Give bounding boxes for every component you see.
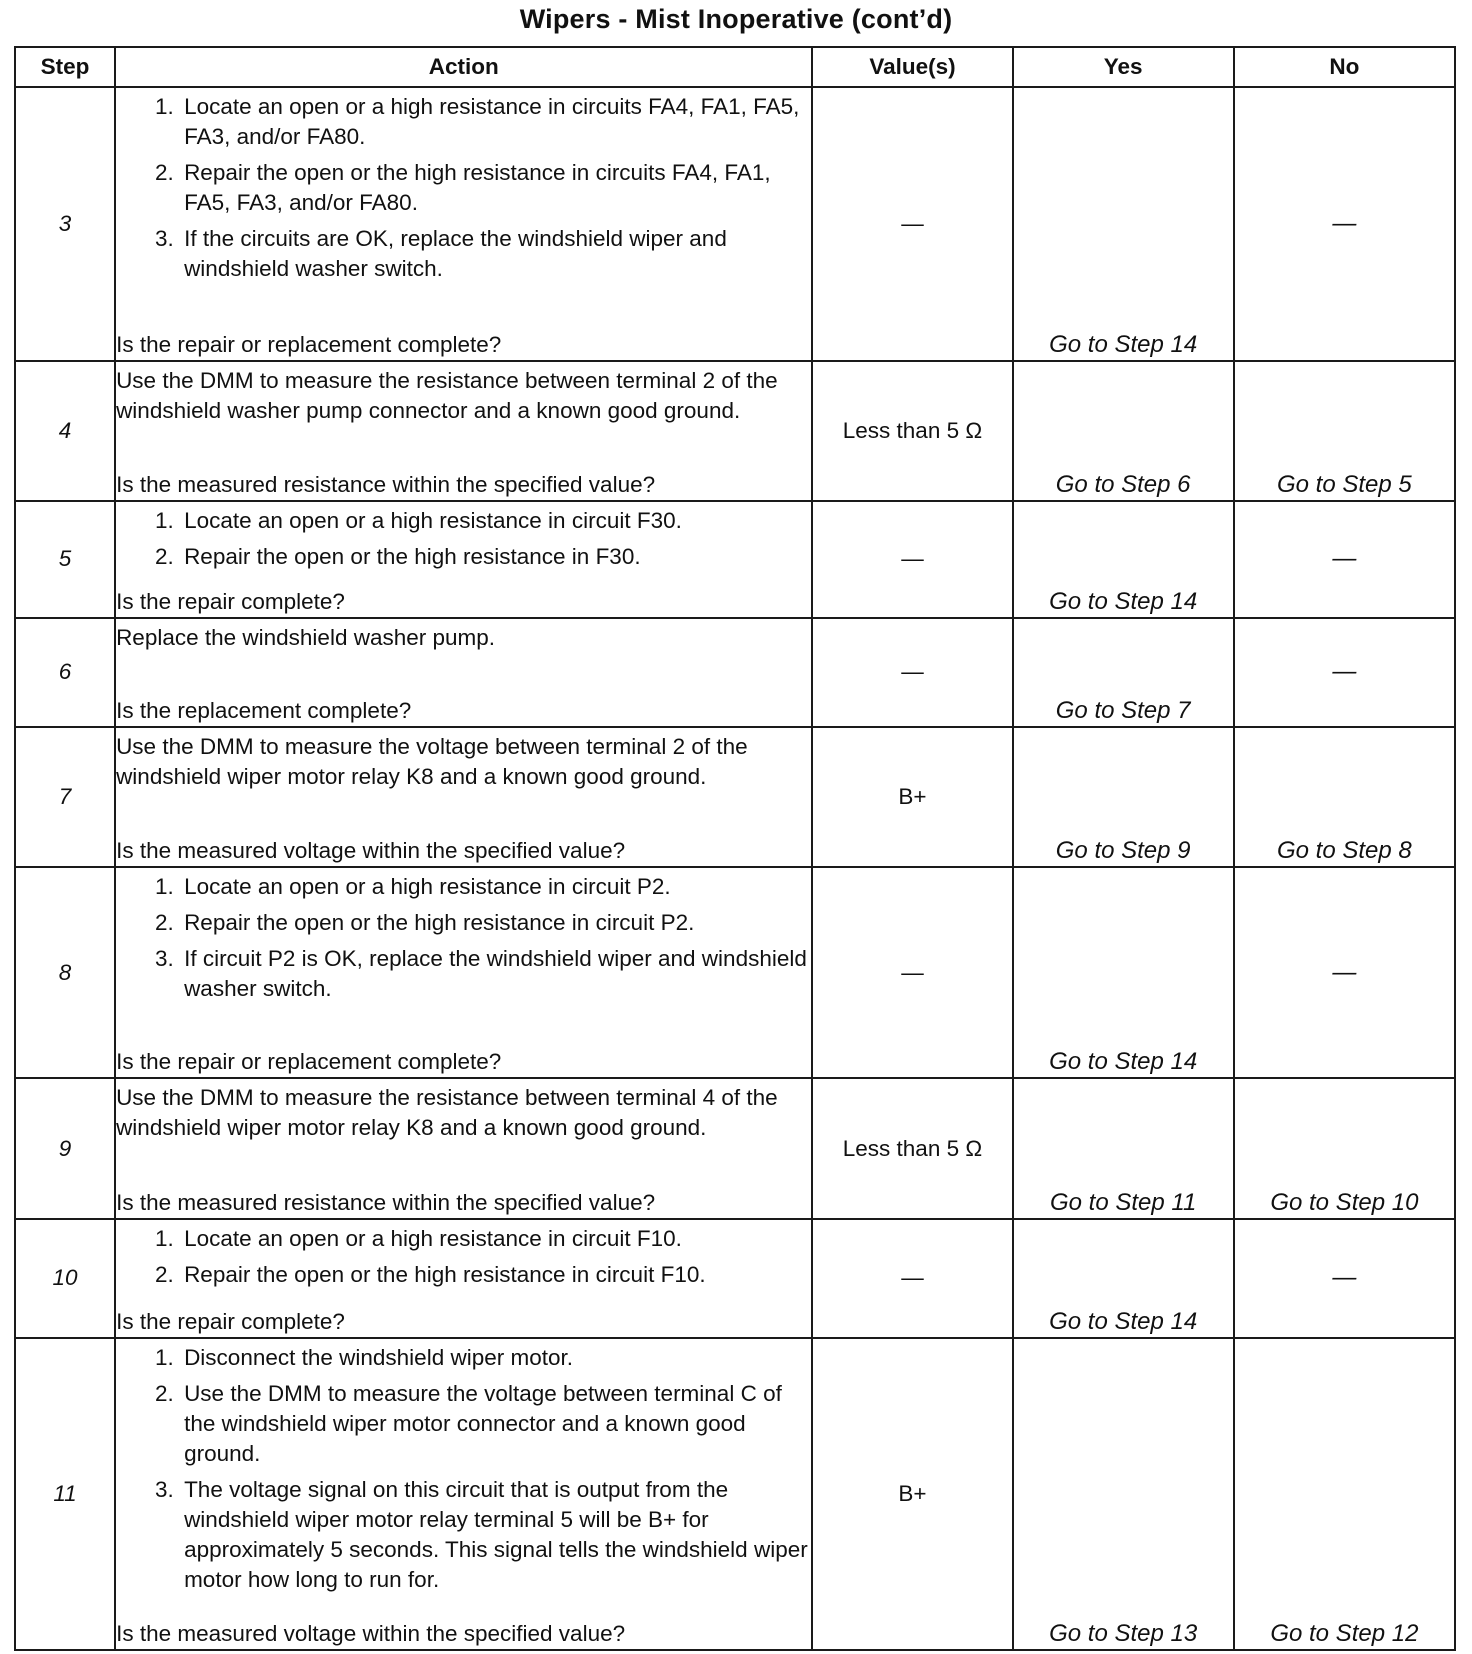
action-step: 1. Locate an open or a high resistance in circuit F30. [180, 506, 811, 536]
yes-cell: Go to Step 14 [1013, 867, 1234, 1078]
yes-cell: Go to Step 13 [1013, 1338, 1234, 1650]
value-cell: — [812, 1219, 1012, 1338]
yes-cell: Go to Step 9 [1013, 727, 1234, 867]
action-step: 3. If the circuits are OK, replace the windshield wiper and windshield washer switch. [180, 224, 811, 284]
yes-cell: Go to Step 11 [1013, 1078, 1234, 1218]
value-cell: Less than 5 Ω [812, 1078, 1012, 1218]
no-cell: Go to Step 12 [1234, 1338, 1455, 1650]
action-cell [115, 1078, 812, 1218]
page-title: Wipers - Mist Inoperative (cont’d) [519, 4, 953, 34]
action-steps [116, 1220, 811, 1296]
action-steps [116, 88, 811, 290]
yes-cell: Go to Step 7 [1013, 618, 1234, 727]
header-yes: Yes [1013, 47, 1234, 87]
step-number: 5 [15, 501, 115, 618]
step-number: 9 [15, 1078, 115, 1218]
value-cell: — [812, 501, 1012, 618]
value-cell: Less than 5 Ω [812, 361, 1012, 500]
action-step: 1. Locate an open or a high resistance in circuits FA4, FA1, FA5, FA3, and/or FA80. [180, 92, 811, 152]
yes-cell: Go to Step 14 [1013, 87, 1234, 361]
no-cell: — [1234, 501, 1455, 618]
action-cell [115, 87, 812, 361]
step-number: 10 [15, 1219, 115, 1338]
action-steps [116, 1339, 811, 1601]
action-cell [115, 361, 812, 500]
table-row [15, 1338, 1455, 1650]
diagnostic-table [14, 46, 1456, 1651]
action-cell [115, 727, 812, 867]
action-text: Use the DMM to measure the resistance between terminal 4 of the windshield wiper motor relay K8 and a known good ground. [116, 1085, 778, 1141]
action-cell [115, 867, 812, 1078]
step-number: 4 [15, 361, 115, 500]
no-cell: — [1234, 1219, 1455, 1338]
action-question: Is the replacement complete? [116, 697, 412, 723]
table-row [15, 361, 1455, 500]
yes-cell: Go to Step 14 [1013, 1219, 1234, 1338]
header-no: No [1234, 47, 1455, 87]
action-step: 3. The voltage signal on this circuit that is output from the windshield wiper motor relay terminal 5 will be B+ for approximately 5 seconds. This signal tells the windshield wiper motor how long to run for. [180, 1475, 811, 1595]
action-cell [115, 618, 812, 727]
no-cell: — [1234, 87, 1455, 361]
step-number: 11 [15, 1338, 115, 1650]
value-cell: — [812, 618, 1012, 727]
action-step: 1. Disconnect the windshield wiper motor. [180, 1343, 811, 1373]
table-row [15, 618, 1455, 727]
action-cell [115, 1338, 812, 1650]
action-question: Is the repair complete? [116, 588, 345, 614]
table-row [15, 1219, 1455, 1338]
no-cell: Go to Step 10 [1234, 1078, 1455, 1218]
action-question: Is the repair or replacement complete? [116, 1049, 502, 1075]
value-cell: — [812, 87, 1012, 361]
action-steps [116, 868, 811, 1010]
table-row [15, 87, 1455, 361]
action-step: 2. Repair the open or the high resistance in F30. [180, 542, 811, 572]
action-steps [116, 502, 811, 578]
action-cell [115, 1219, 812, 1338]
table-row [15, 727, 1455, 867]
no-cell: Go to Step 8 [1234, 727, 1455, 867]
action-question: Is the repair or replacement complete? [116, 332, 502, 358]
value-cell: B+ [812, 727, 1012, 867]
yes-cell: Go to Step 6 [1013, 361, 1234, 500]
no-cell: — [1234, 867, 1455, 1078]
table-row [15, 1078, 1455, 1218]
action-step: 1. Locate an open or a high resistance in circuit F10. [180, 1224, 811, 1254]
value-cell: B+ [812, 1338, 1012, 1650]
header-value: Value(s) [812, 47, 1012, 87]
action-text: Replace the windshield washer pump. [116, 624, 496, 650]
table-header-row [15, 47, 1455, 87]
action-cell [115, 501, 812, 618]
action-step: 2. Repair the open or the high resistance in circuits FA4, FA1, FA5, FA3, and/or FA80. [180, 158, 811, 218]
table-row [15, 867, 1455, 1078]
header-step: Step [15, 47, 115, 87]
value-cell: — [812, 867, 1012, 1078]
step-number: 6 [15, 618, 115, 727]
step-number: 8 [15, 867, 115, 1078]
table-row [15, 501, 1455, 618]
header-action: Action [115, 47, 812, 87]
step-number: 3 [15, 87, 115, 361]
yes-cell: Go to Step 14 [1013, 501, 1234, 618]
no-cell: — [1234, 618, 1455, 727]
no-cell: Go to Step 5 [1234, 361, 1455, 500]
action-question: Is the measured resistance within the specified value? [116, 471, 656, 497]
action-step: 2. Use the DMM to measure the voltage between terminal C of the windshield wiper motor connector and a known good ground. [180, 1379, 811, 1469]
action-question: Is the measured voltage within the specified value? [116, 837, 626, 863]
action-text: Use the DMM to measure the resistance between terminal 2 of the windshield washer pump connector and a known good ground. [116, 368, 778, 424]
action-question: Is the measured resistance within the specified value? [116, 1189, 656, 1215]
action-question: Is the measured voltage within the specified value? [116, 1621, 626, 1646]
action-step: 2. Repair the open or the high resistance in circuit F10. [180, 1260, 811, 1290]
action-question: Is the repair complete? [116, 1309, 345, 1335]
action-step: 2. Repair the open or the high resistance in circuit P2. [180, 908, 811, 938]
step-number: 7 [15, 727, 115, 867]
action-text: Use the DMM to measure the voltage between terminal 2 of the windshield wiper motor relay K8 and a known good ground. [116, 733, 748, 789]
action-step: 1. Locate an open or a high resistance in circuit P2. [180, 872, 811, 902]
action-step: 3. If circuit P2 is OK, replace the windshield wiper and windshield washer switch. [180, 944, 811, 1004]
